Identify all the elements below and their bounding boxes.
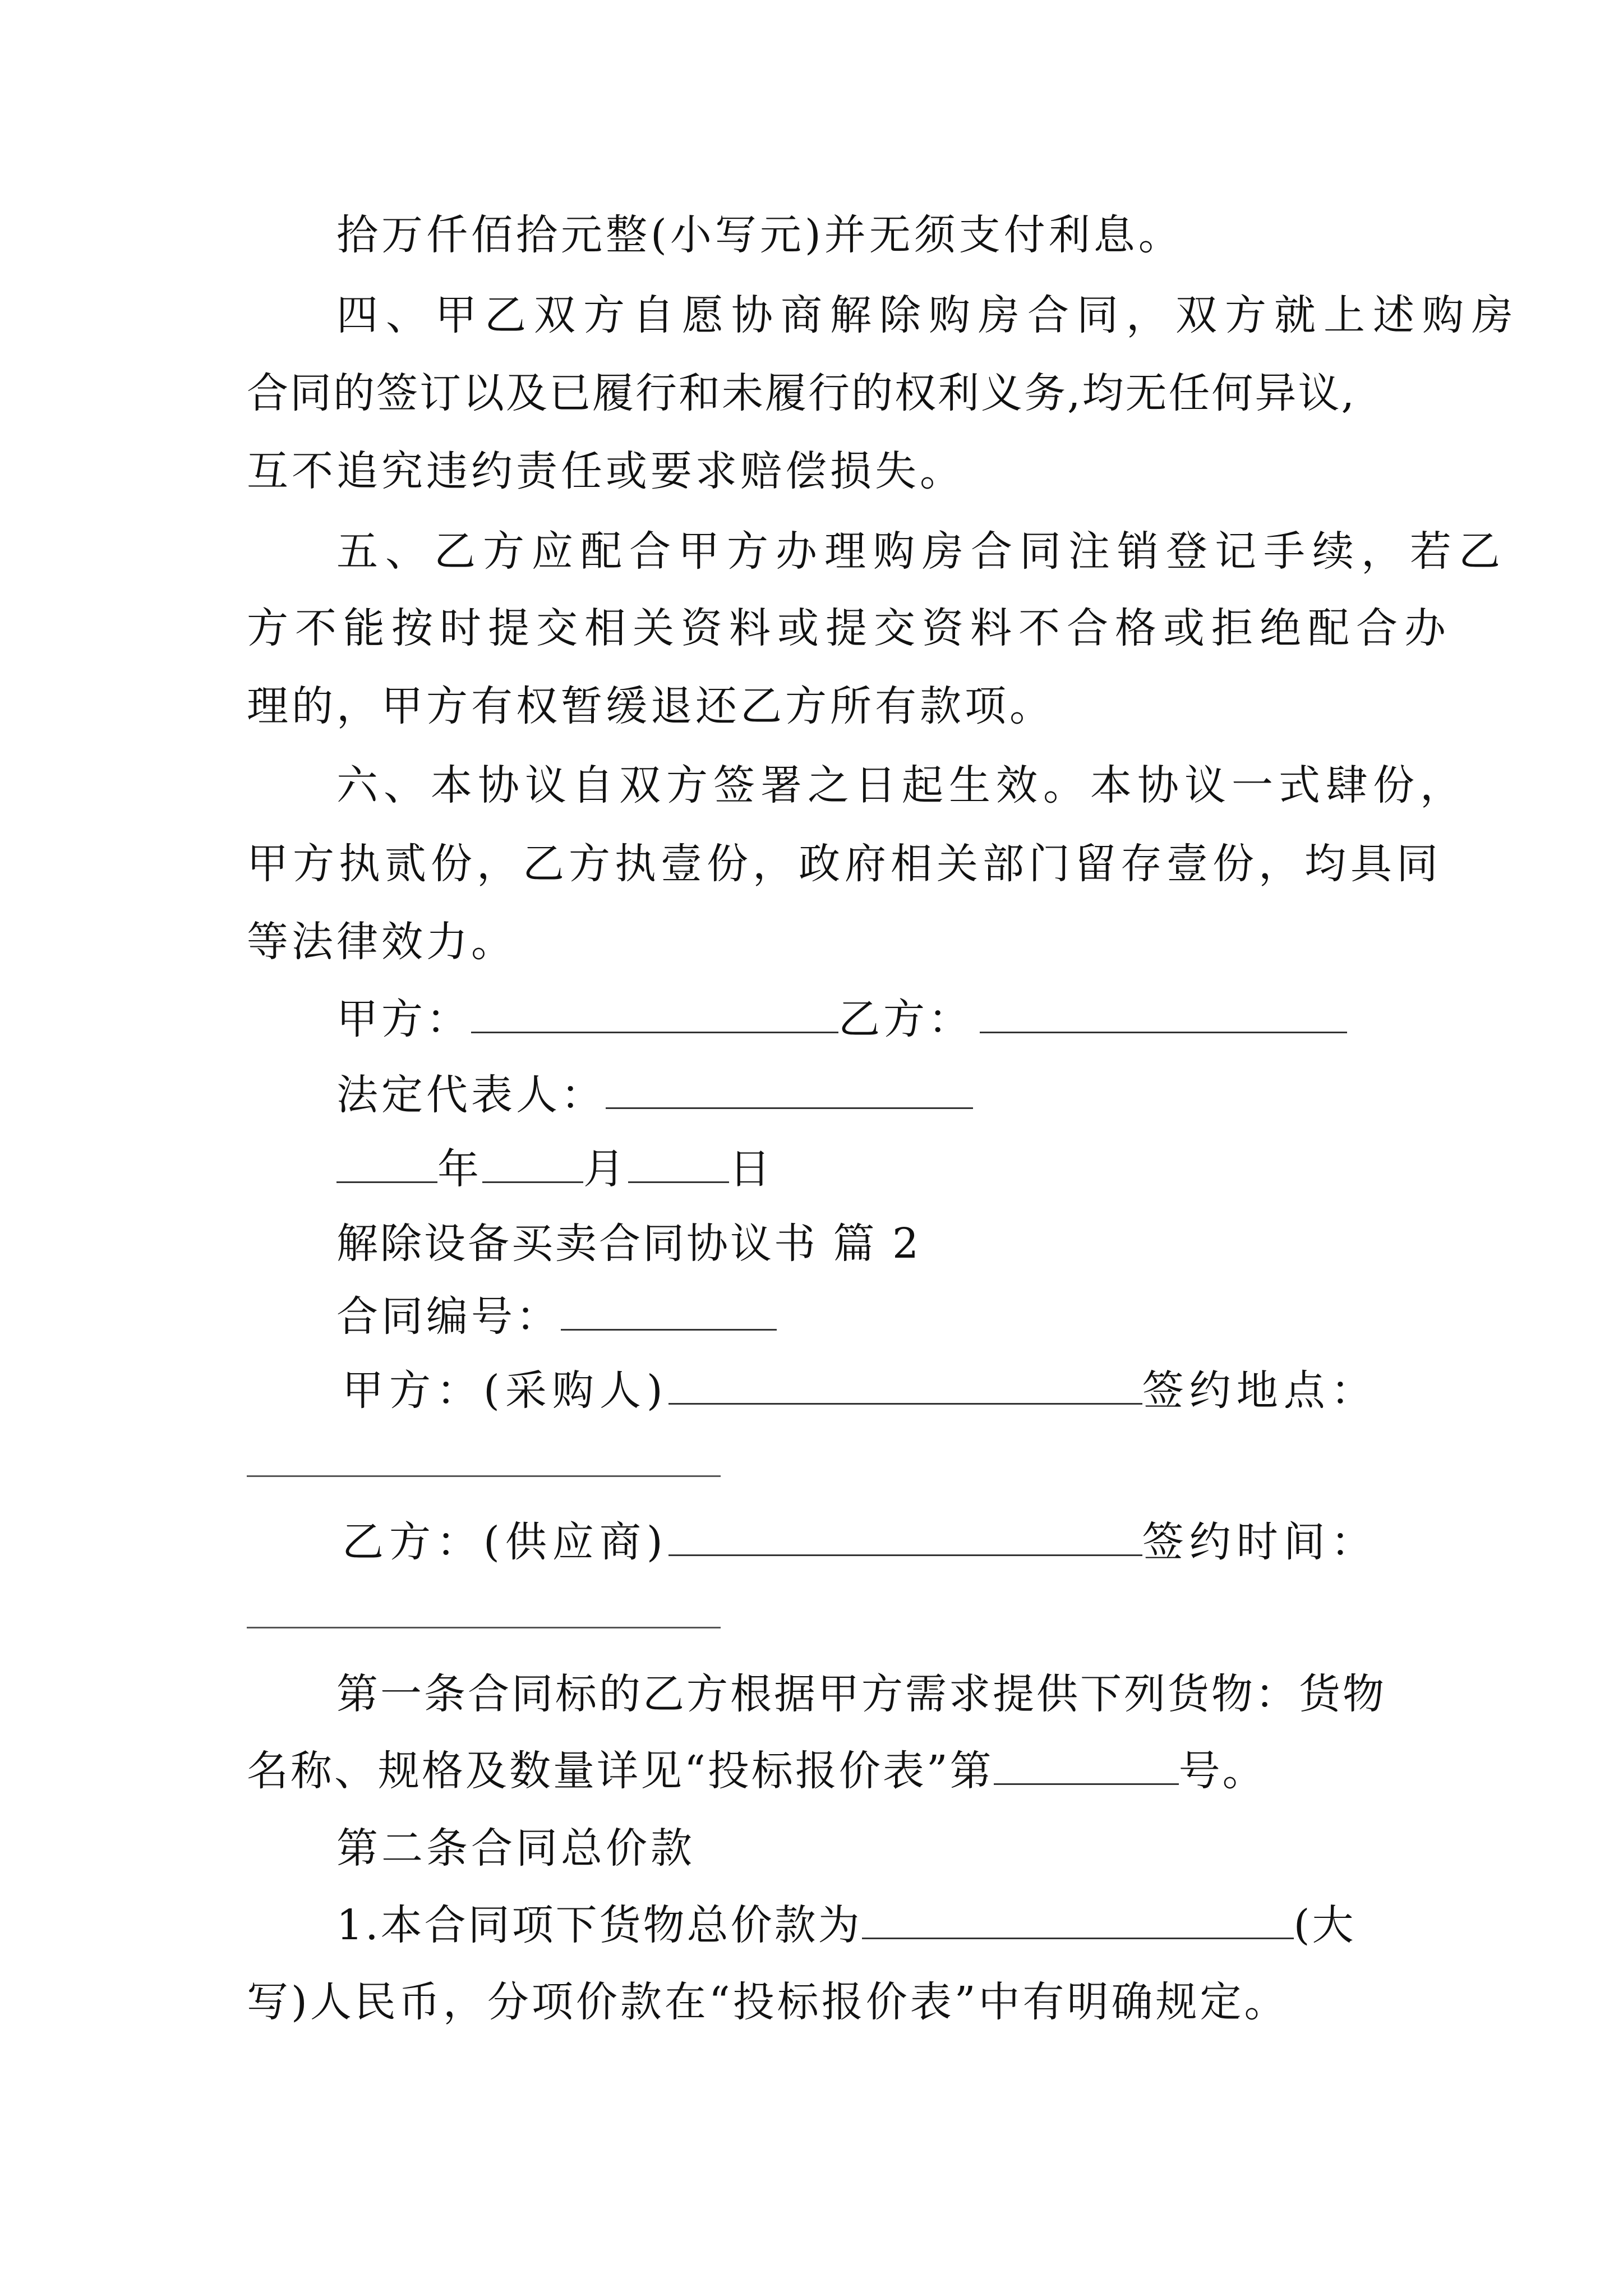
paragraph-line: 方不能按时提交相关资料或提交资料不合格或拒绝配合办	[247, 604, 1453, 652]
sign-place-blank[interactable]	[247, 1475, 721, 1477]
paragraph-line: 五、乙方应配合甲方办理购房合同注销登记手续，若乙	[336, 527, 1507, 576]
article-2-heading: 第二条合同总价款	[336, 1824, 695, 1872]
party-b-blank[interactable]	[980, 1000, 1347, 1033]
price-row	[336, 1901, 1356, 1949]
supplier-blank[interactable]	[668, 1523, 1142, 1556]
article-1-line-2	[247, 1747, 1266, 1795]
legal-rep-blank[interactable]	[606, 1076, 973, 1109]
party-b-label: 乙方：	[838, 995, 973, 1043]
paragraph-line: 理的，甲方有权暂缓退还乙方所有款项。	[247, 682, 1054, 730]
paragraph-line: 拾万仟佰拾元整(小写元)并无须支付利息。	[336, 211, 1183, 259]
quote-number-blank[interactable]	[994, 1752, 1179, 1785]
contract-number-row	[336, 1292, 777, 1341]
year-label: 年	[437, 1145, 482, 1193]
buyer-label: 甲方：(采购人)	[342, 1366, 668, 1415]
party-a-label: 甲方：	[336, 995, 471, 1043]
price-suffix: (大	[1293, 1901, 1356, 1949]
supplier-row	[342, 1518, 1378, 1566]
date-row	[336, 1145, 774, 1193]
month-blank[interactable]	[482, 1150, 583, 1183]
paragraph-line: 合同的签订以及已履行和未履行的权利义务,均无任何异议,	[247, 369, 1357, 417]
party-a-signature-row	[336, 995, 1347, 1043]
contract-number-label: 合同编号：	[336, 1292, 561, 1341]
price-text: 1.本合同项下货物总价款为	[336, 1901, 862, 1949]
day-blank[interactable]	[628, 1150, 729, 1183]
total-price-blank[interactable]	[862, 1906, 1294, 1939]
article-1-text: 名称、规格及数量详见“投标报价表”第	[247, 1747, 994, 1795]
party-a-blank[interactable]	[471, 1000, 838, 1033]
legal-rep-label: 法定代表人：	[336, 1071, 606, 1119]
year-blank[interactable]	[336, 1150, 437, 1183]
paragraph-line: 甲方执贰份，乙方执壹份，政府相关部门留存壹份，均具同	[247, 840, 1442, 888]
buyer-row	[342, 1366, 1378, 1415]
paragraph-line	[336, 291, 1521, 339]
paragraph-line: 互不追究违约责任或要求赔偿损失。	[247, 447, 965, 495]
sign-place-label: 签约地点：	[1142, 1366, 1378, 1415]
month-label: 月	[583, 1145, 628, 1193]
paragraph-line: 写)人民币，分项价款在“投标报价表”中有明确规定。	[247, 1978, 1289, 2026]
clause-4-text: 四、甲乙双方自愿协商解除购房合同，双方就上述购房	[336, 291, 1521, 339]
sign-time-label: 签约时间：	[1142, 1518, 1378, 1566]
sign-time-blank[interactable]	[247, 1627, 721, 1628]
day-label: 日	[729, 1145, 774, 1193]
legal-rep-row	[336, 1071, 973, 1119]
buyer-blank[interactable]	[668, 1372, 1142, 1405]
supplier-label: 乙方：(供应商)	[342, 1518, 668, 1566]
contract-number-blank[interactable]	[561, 1297, 777, 1331]
article-1-suffix: 号。	[1178, 1747, 1266, 1795]
paragraph-line: 六、本协议自双方签署之日起生效。本协议一式肆份，	[336, 761, 1467, 809]
paragraph-line: 等法律效力。	[247, 918, 516, 966]
paragraph-line: 第一条合同标的乙方根据甲方需求提供下列货物：货物	[336, 1670, 1386, 1718]
section-heading: 解除设备买卖合同协议书 篇 2	[336, 1220, 921, 1268]
